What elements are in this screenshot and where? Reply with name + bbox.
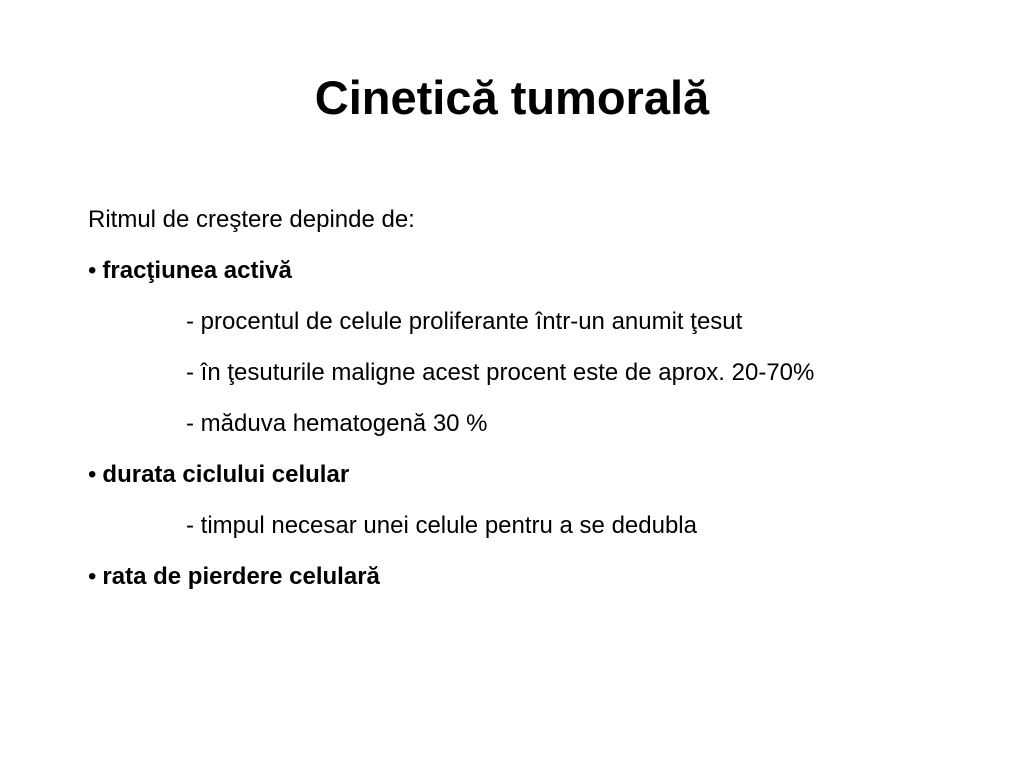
bullet-label: rata de pierdere celulară — [102, 563, 380, 590]
sub-item: - procentul de celule proliferante într-un anumit ţesut — [186, 308, 743, 335]
sub-item: - în ţesuturile maligne acest procent este de aprox. 20-70% — [186, 359, 815, 386]
slide-title: Cinetică tumorală — [314, 71, 710, 124]
bullet-icon: • — [88, 257, 97, 284]
sub-item: - timpul necesar unei celule pentru a se dedubla — [186, 512, 697, 539]
bullet-item-cell-loss-rate — [88, 551, 988, 602]
bullet-label: fracţiunea activă — [102, 257, 292, 284]
bullet-icon: • — [88, 563, 97, 590]
bullet-label: durata ciclului celular — [102, 461, 350, 488]
sub-item: - măduva hematogenă 30 % — [186, 410, 488, 437]
bullet-item-active-fraction — [88, 245, 988, 296]
intro-text: Ritmul de creştere depinde de: — [88, 206, 415, 233]
slide-body — [88, 194, 988, 602]
bullet-item-cell-cycle-duration — [88, 449, 988, 500]
bullet-icon: • — [88, 461, 97, 488]
